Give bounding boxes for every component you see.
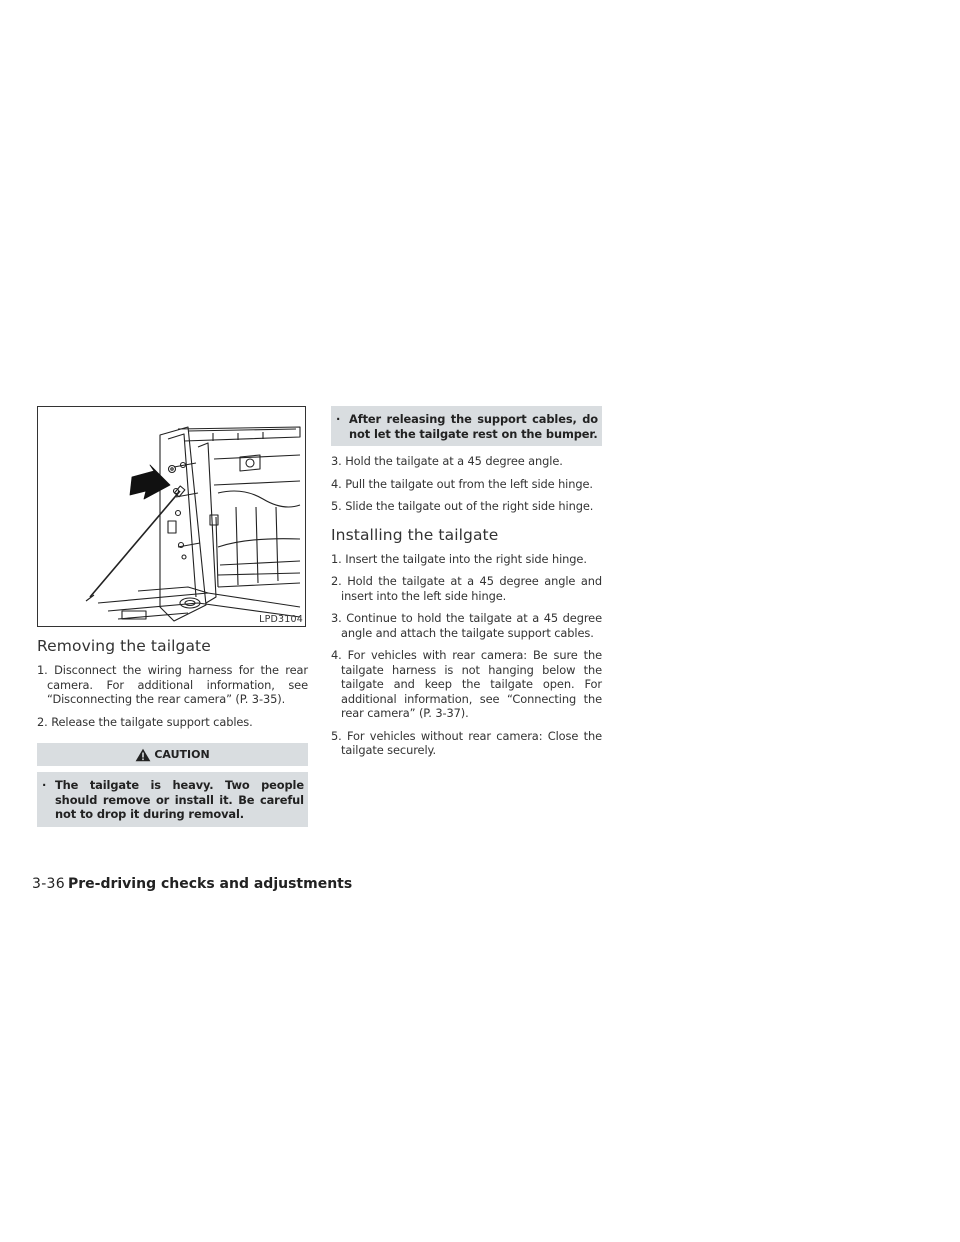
left-column xyxy=(37,406,308,827)
caution-header xyxy=(37,743,308,766)
caution-label: CAUTION xyxy=(154,748,210,761)
installing-step-2: 2. Hold the tailgate at a 45 degree angle and insert into the left side hinge. xyxy=(331,574,602,603)
caution-box-left xyxy=(37,772,308,827)
caution-item: · After releasing the support cables, do not let the tailgate rest on the bumper. xyxy=(336,412,598,441)
removing-step-1: 1. Disconnect the wiring harness for the rear camera. For additional information, see “Disconnecting the rear camera” (P. 3-35). xyxy=(37,663,308,706)
installing-step-3: 3. Continue to hold the tailgate at a 45 degree angle and attach the tailgate support cables. xyxy=(331,611,602,640)
bullet: · xyxy=(336,412,341,426)
caution-box-right xyxy=(331,406,602,446)
tailgate-line-drawing xyxy=(38,407,305,626)
installing-heading: Installing the tailgate xyxy=(331,525,499,544)
tailgate-illustration xyxy=(37,406,306,627)
page-number: 3-36 xyxy=(32,876,65,892)
right-column xyxy=(331,406,602,766)
removing-heading: Removing the tailgate xyxy=(37,637,211,655)
caution-item: · The tailgate is heavy. Two people should remove or install it. Be careful not to drop it during removal. xyxy=(42,778,304,821)
bullet: · xyxy=(42,778,47,792)
removing-step-3: 3. Hold the tailgate at a 45 degree angle. xyxy=(331,454,563,468)
installing-steps xyxy=(331,552,602,758)
removing-step-5: 5. Slide the tailgate out of the right side hinge. xyxy=(331,499,594,513)
installing-step-4: 4. For vehicles with rear camera: Be sure the tailgate harness is not hanging below the tailgate and keep the tailgate open. For additional information, see “Connecting the rear camera” (P. 3-37). xyxy=(331,648,602,720)
installing-step-5: 5. For vehicles without rear camera: Close the tailgate securely. xyxy=(331,728,602,757)
removing-step-2: 2. Release the tailgate support cables. xyxy=(37,714,253,729)
section-title: Pre-driving checks and adjustments xyxy=(67,876,353,892)
removing-step-4: 4. Pull the tailgate out from the left side hinge. xyxy=(331,476,593,491)
figure-code: LPD3104 xyxy=(259,614,303,625)
removing-steps xyxy=(37,663,308,729)
warning-icon xyxy=(135,748,151,762)
installing-step-1: 1. Insert the tailgate into the right side hinge. xyxy=(331,551,587,566)
removing-steps-continued xyxy=(331,454,602,514)
page-footer xyxy=(32,876,352,892)
